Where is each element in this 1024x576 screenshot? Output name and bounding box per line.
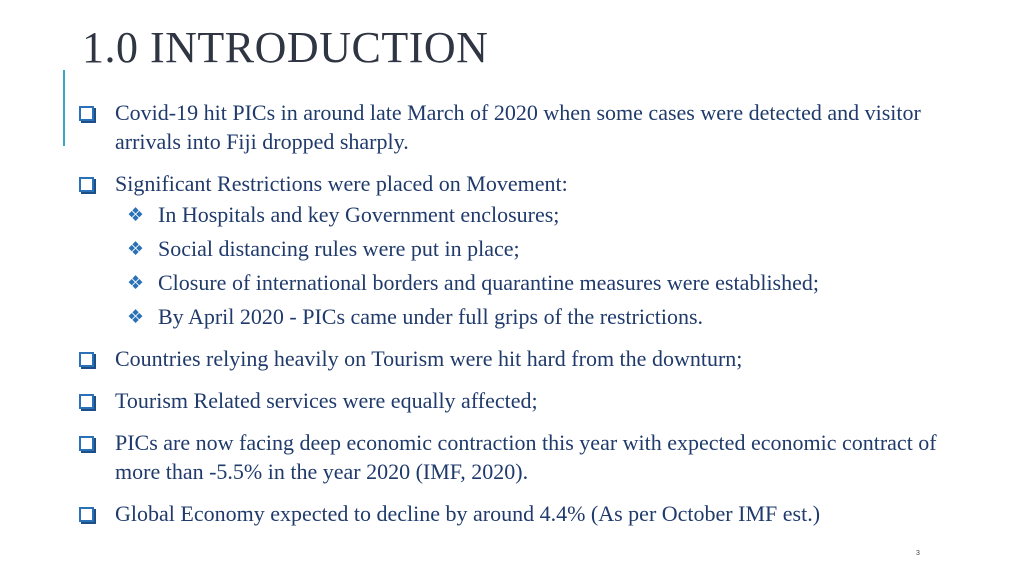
sub-bullet-text: Closure of international borders and quarantine measures were established;: [158, 270, 819, 295]
four-diamond-icon: ❖: [127, 238, 145, 260]
bullet-list: [76, 98, 976, 541]
sub-bullet-item: [121, 302, 976, 331]
square-box-icon: [79, 106, 94, 121]
square-box-icon: [79, 177, 94, 192]
bullet-item: [76, 169, 976, 331]
bullet-item: [76, 98, 976, 156]
slide-title: 1.0 INTRODUCTION: [82, 23, 489, 72]
bullet-text: Tourism Related services were equally affected;: [115, 388, 538, 413]
square-box-icon: [79, 436, 94, 451]
bullet-text: Significant Restrictions were placed on Movement:: [115, 171, 568, 196]
sub-bullet-item: [121, 234, 976, 263]
four-diamond-icon: ❖: [127, 204, 145, 226]
sub-bullet-list: [115, 200, 976, 331]
sub-bullet-text: In Hospitals and key Government enclosures;: [158, 202, 560, 227]
square-box-icon: [79, 352, 94, 367]
bullet-item: [76, 428, 976, 486]
bullet-item: [76, 344, 976, 373]
bullet-item: [76, 386, 976, 415]
square-box-icon: [79, 394, 94, 409]
sub-bullet-text: Social distancing rules were put in place;: [158, 236, 520, 261]
sub-bullet-item: [121, 200, 976, 229]
accent-bar: [63, 70, 65, 146]
four-diamond-icon: ❖: [127, 306, 145, 328]
bullet-text: PICs are now facing deep economic contraction this year with expected economic contract of more than -5.5% in the year 2020 (IMF, 2020).: [115, 430, 937, 484]
bullet-text: Covid-19 hit PICs in around late March of 2020 when some cases were detected and visitor arrivals into Fiji dropped sharply.: [115, 100, 921, 154]
page-number: 3: [916, 550, 920, 557]
sub-bullet-item: [121, 268, 976, 297]
bullet-text: Countries relying heavily on Tourism were hit hard from the downturn;: [115, 346, 743, 371]
bullet-text: Global Economy expected to decline by around 4.4% (As per October IMF est.): [115, 501, 821, 526]
square-box-icon: [79, 507, 94, 522]
bullet-item: [76, 499, 976, 528]
sub-bullet-text: By April 2020 - PICs came under full grips of the restrictions.: [158, 304, 704, 329]
four-diamond-icon: ❖: [127, 272, 145, 294]
